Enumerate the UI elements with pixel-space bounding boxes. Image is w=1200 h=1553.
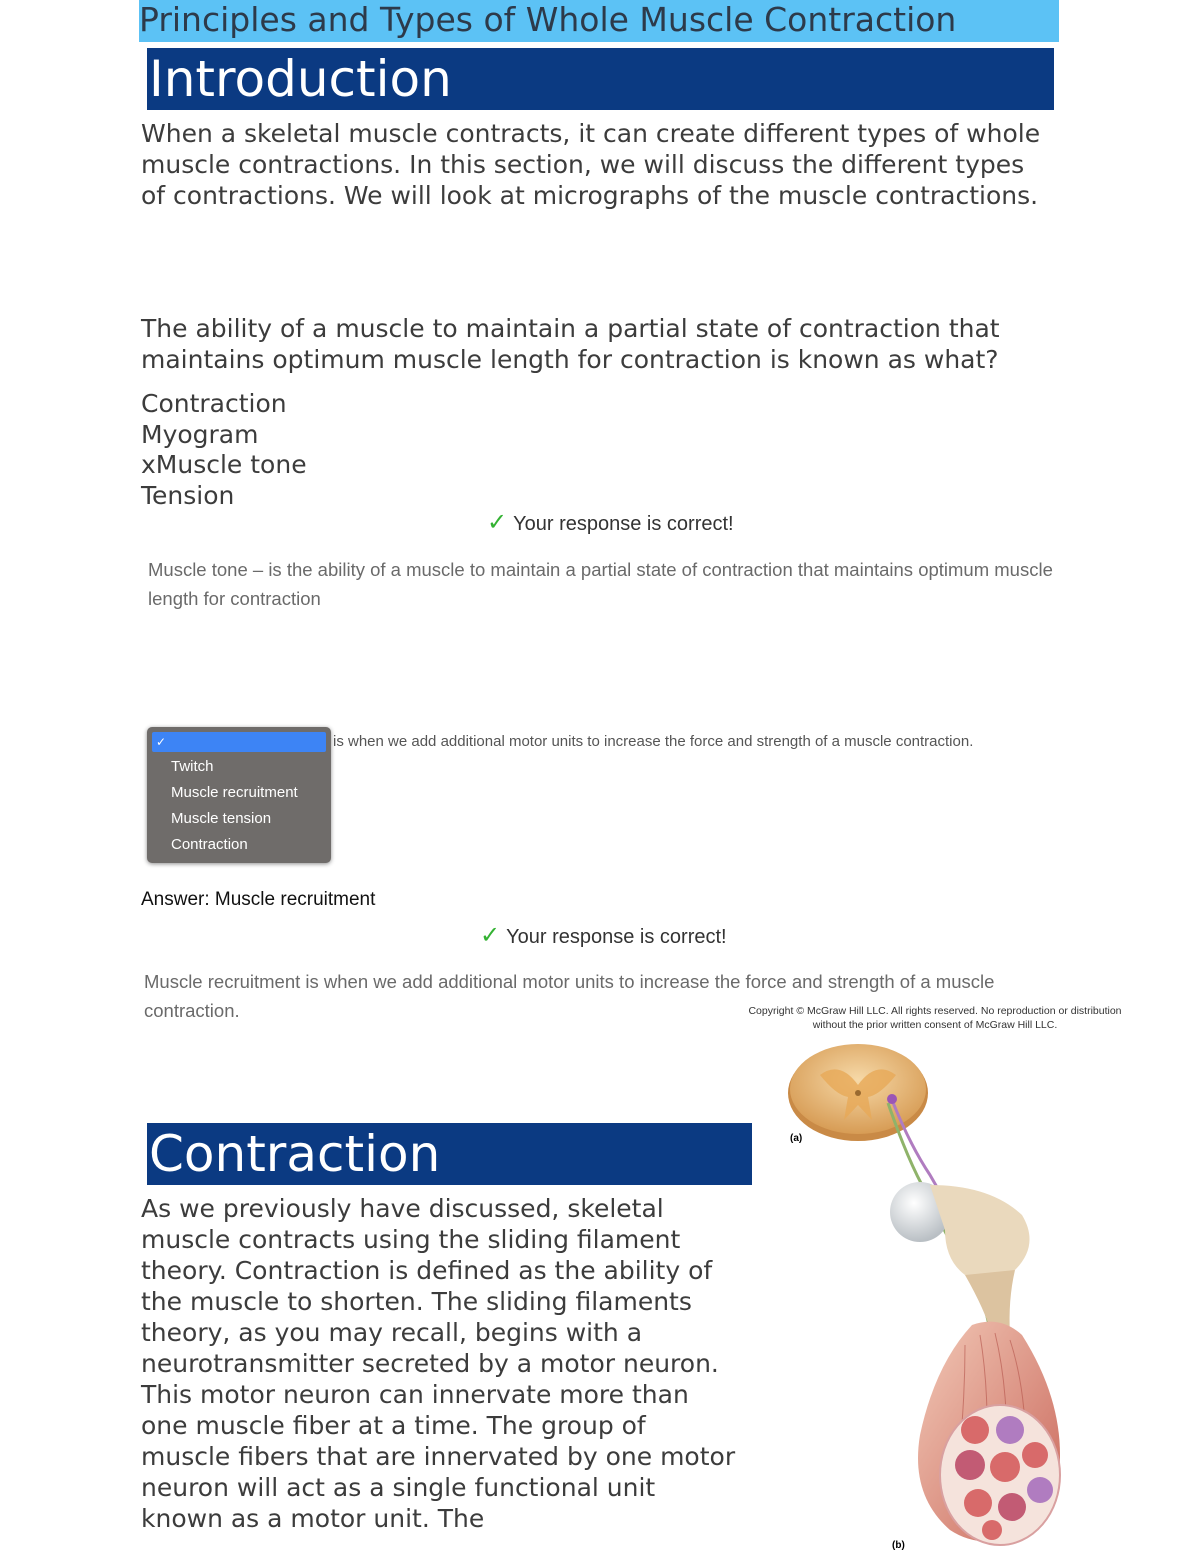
contraction-paragraph: As we previously have discussed, skeletal muscle contracts using the sliding filament theory. Contraction is defined as the ability of the muscle to shorten. The sliding filaments theory, as you may recall, begins with a neurotransmitter secreted by a motor neuron. This motor neuron can innervate more than one muscle fiber at a time. The group of muscle fibers that are innervated by one motor neuron will act as a single functional unit known as a motor unit. The	[141, 1194, 736, 1533]
figure-label-b: (b)	[892, 1540, 905, 1550]
section-heading-contraction: Contraction	[147, 1123, 752, 1185]
figure-label-a: (a)	[790, 1133, 803, 1144]
question2-answer: Answer: Muscle recruitment	[141, 889, 376, 910]
question1-option[interactable]: xMuscle tone	[141, 450, 307, 479]
question1-explanation: Muscle tone – is the ability of a muscle to maintain a partial state of contraction that maintains optimum muscle length for contraction	[148, 559, 1053, 609]
page-title: Principles and Types of Whole Muscle Contraction	[139, 0, 1059, 42]
feedback-text: Your response is correct!	[506, 926, 727, 948]
question1-option[interactable]: Tension	[141, 480, 235, 510]
dropdown-selected-option[interactable]: ✓	[152, 732, 326, 752]
dropdown-option-contraction[interactable]: Contraction	[171, 836, 248, 853]
intro-paragraph: When a skeletal muscle contracts, it can create different types of whole muscle contractions. In this section, we will discuss the different types of contractions. We will look at micrographs of the muscle contractions.	[141, 119, 1041, 210]
question2-sentence: is when we add additional motor units to increase the force and strength of a muscle contraction.	[333, 733, 974, 750]
answer-dropdown[interactable]	[147, 727, 331, 863]
question1-prompt: The ability of a muscle to maintain a partial state of contraction that maintains optimum muscle length for contraction is known as what?	[141, 314, 1000, 374]
question1-options	[141, 389, 307, 511]
check-icon: ✓	[480, 922, 501, 949]
question2-feedback	[480, 921, 727, 950]
spinal-cord-section	[788, 1044, 928, 1141]
motor-unit-illustration	[760, 1035, 1160, 1550]
dropdown-option-twitch[interactable]: Twitch	[171, 758, 214, 775]
question1-option[interactable]: Myogram	[141, 419, 259, 449]
question2-explanation: Muscle recruitment is when we add additional motor units to increase the force and strength of a muscle contraction.	[144, 971, 995, 1021]
check-icon: ✓	[487, 509, 508, 536]
bone-head	[890, 1182, 1030, 1335]
question1-option[interactable]: Contraction	[141, 389, 287, 418]
figure-copyright: Copyright © McGraw Hill LLC. All rights reserved. No reproduction or distribution without the prior written consent of McGraw Hill LLC.	[748, 1005, 1122, 1031]
feedback-text: Your response is correct!	[513, 513, 734, 535]
section-heading-introduction: Introduction	[147, 48, 1054, 110]
dropdown-option-muscle-tension[interactable]: Muscle tension	[171, 810, 272, 827]
dropdown-option-muscle-recruitment[interactable]: Muscle recruitment	[171, 784, 298, 801]
question1-feedback	[487, 508, 734, 537]
